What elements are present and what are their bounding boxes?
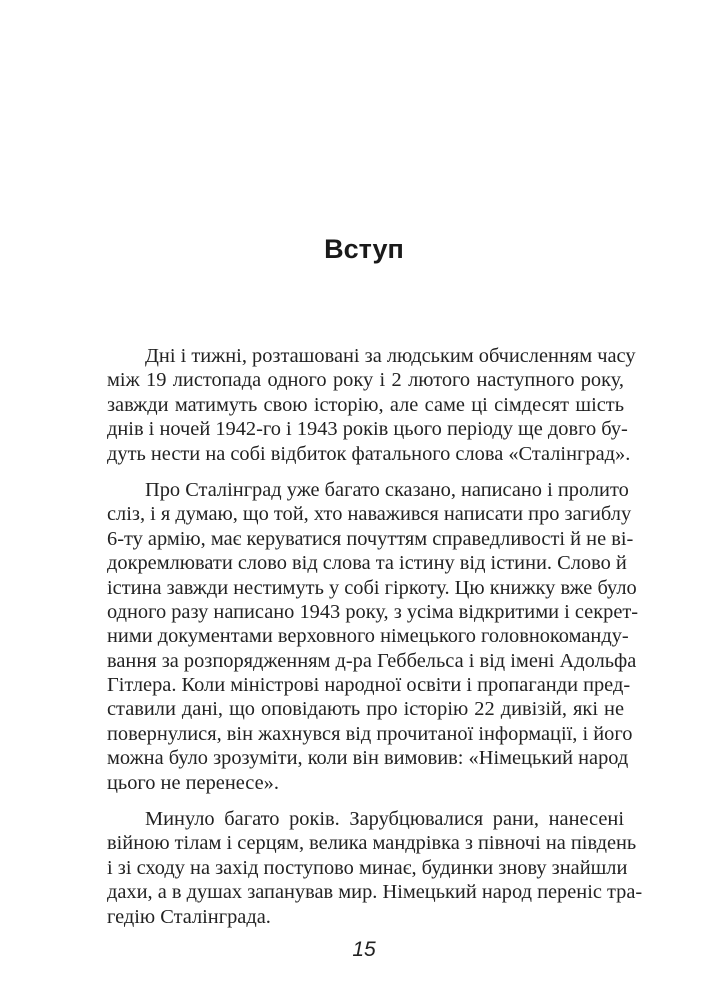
chapter-title: Вступ <box>324 234 404 264</box>
text-line: ними документами верховного німецького головнокоманду- <box>107 625 629 648</box>
text-line: повернулися, він жахнувся від прочитаної інформації, і його <box>107 722 633 745</box>
chapter-body <box>107 344 643 941</box>
text-line: докремлювати слово від слова та істину від істини. Слово й <box>107 552 627 575</box>
text-line: дуть нести на собі відбиток фатального слова «Сталінград». <box>107 442 631 465</box>
text-line: Минуло багато років. Зарубцювалися рани, нанесені <box>145 808 624 831</box>
text-line: істина завжди нестимуть у собі гіркоту. Цю книжку вже було <box>107 576 637 599</box>
text-line: Про Сталінград уже багато сказано, написано і пролито <box>145 478 629 501</box>
text-line: ставили дані, що оповідають про історію 22 дивізій, які не <box>107 698 624 721</box>
paragraph <box>107 478 639 795</box>
page-number: 15 <box>352 938 376 961</box>
text-line: гедію Сталінграда. <box>107 905 271 928</box>
text-line: Гітлера. Коли міністрові народної освіти і пропаганди пред- <box>107 674 631 697</box>
text-line: вання за розпорядженням д-ра Геббельса і від імені Адольфа <box>107 649 637 672</box>
paragraph <box>107 344 636 466</box>
text-line: завжди матимуть свою історію, але саме ці сімдесят шість <box>107 393 624 416</box>
text-line: одного разу написано 1943 року, з усіма відкритими і секрет- <box>107 600 639 623</box>
text-line: війною тілам і серцям, велика мандрівка з півночі на південь <box>107 832 637 855</box>
text-line: і зі сходу на захід поступово минає, будинки знову знайшли <box>107 856 628 879</box>
text-line: цього не перенесе». <box>107 771 279 794</box>
text-line: 6-ту армію, має керуватися почуттям справедливості й не ві- <box>107 527 634 550</box>
text-line: дахи, а в душах запанував мир. Німецький народ переніс тра- <box>107 881 643 904</box>
text-line: можна було зрозуміти, коли він вимовив: «Німецький народ <box>107 747 629 770</box>
text-line: днів і ночей 1942-го і 1943 років цього періоду ще довго бу- <box>107 418 628 441</box>
text-line: Дні і тижні, розташовані за людським обчисленням часу <box>145 345 636 367</box>
text-line: між 19 листопада одного року і 2 лютого наступного року, <box>107 369 624 392</box>
paragraph <box>107 807 643 929</box>
text-line: сліз, і я думаю, що той, хто наважився написати про загиблу <box>107 503 632 526</box>
